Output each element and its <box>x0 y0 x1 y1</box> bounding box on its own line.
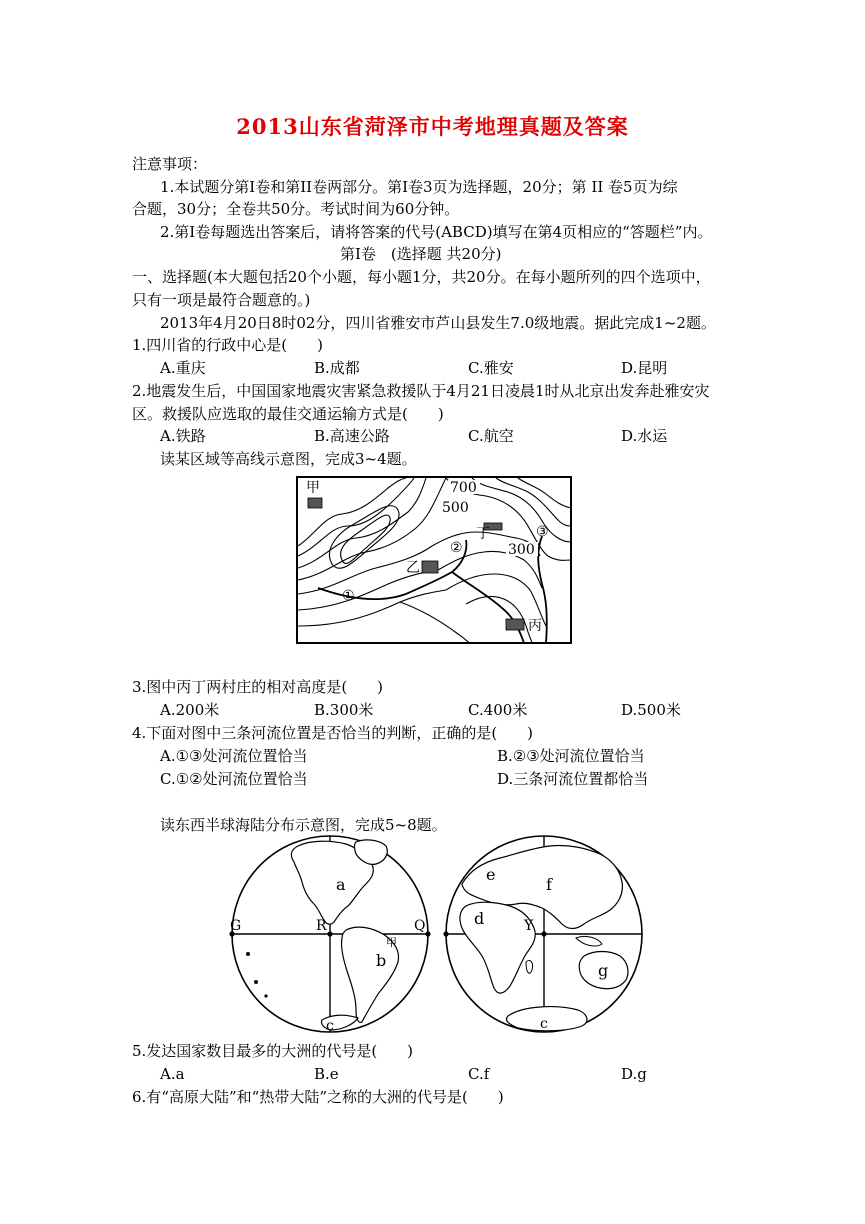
q5-option-c: C.f <box>468 1065 490 1083</box>
q5-option-b: B.e <box>314 1065 339 1083</box>
label-continent-a: a <box>336 875 346 894</box>
label-contour-300: 300 <box>508 542 535 558</box>
passage-2: 读某区域等高线示意图，完成3~4题。 <box>160 450 417 468</box>
q6-stem: 6.有“高原大陆”和“热带大陆”之称的大洲的代号是( ) <box>132 1088 504 1106</box>
label-river-1: ① <box>342 588 355 604</box>
label-contour-500: 500 <box>442 500 469 516</box>
label-continent-c-east: c <box>540 1016 548 1032</box>
passage-1: 2013年4月20日8时02分，四川省雅安市芦山县发生7.0级地震。据此完成1~2题。 <box>160 314 716 332</box>
q2-stem-line-1: 2.地震发生后，中国国家地震灾害紧急救援队于4月21日凌晨1时从北京出发奔赴雅安灾 <box>132 382 710 400</box>
label-q-point: Q <box>414 918 426 934</box>
q1-option-a: A.重庆 <box>160 359 206 377</box>
page-title: 2013山东省菏泽市中考地理真题及答案 <box>236 114 629 139</box>
q4-option-d: D.三条河流位置都恰当 <box>497 770 649 788</box>
q1-option-d: D.昆明 <box>621 359 668 377</box>
label-jia-hemisphere: 甲 <box>386 936 397 949</box>
point-q-west <box>425 931 430 936</box>
q5-option-d: D.g <box>621 1065 647 1083</box>
q1-option-c: C.雅安 <box>468 359 514 377</box>
q1-stem: 1.四川省的行政中心是( ) <box>132 336 324 354</box>
q3-option-b: B.300米 <box>314 701 374 719</box>
label-continent-d: d <box>474 909 485 928</box>
label-g-point: G <box>230 918 242 934</box>
label-continent-g: g <box>598 961 609 980</box>
q5-stem: 5.发达国家数目最多的大洲的代号是( ) <box>132 1042 414 1060</box>
q1-option-b: B.成都 <box>314 359 360 377</box>
q3-option-a: A.200米 <box>160 701 220 719</box>
section-intro-line-1: 一、选择题(本大题包括20个小题，每小题1分，共20分。在每小题所列的四个选项中， <box>132 268 711 286</box>
q2-stem-line-2: 区。救援队应选取的最佳交通运输方式是( ) <box>132 405 444 423</box>
hemisphere-map <box>226 834 648 1034</box>
contour-map <box>296 476 572 644</box>
label-continent-c-west: c <box>326 1018 334 1034</box>
q3-option-c: C.400米 <box>468 701 528 719</box>
q4-stem: 4.下面对图中三条河流位置是否恰当的判断，正确的是( ) <box>132 724 534 742</box>
note-2: 2.第Ⅰ卷每题选出答案后，请将答案的代号(ABCD)填写在第4页相应的“答题栏”内。 <box>160 223 713 241</box>
q2-option-d: D.水运 <box>621 427 668 445</box>
label-river-2: ② <box>450 540 463 556</box>
label-river-3: ③ <box>536 524 549 540</box>
note-1-line-2: 合题，30分；全卷共50分。考试时间为60分钟。 <box>132 200 460 218</box>
q5-option-a: A.a <box>160 1065 185 1083</box>
q3-option-d: D.500米 <box>621 701 681 719</box>
note-1-line-1: 1.本试题分第Ⅰ卷和第II卷两部分。第Ⅰ卷3页为选择题，20分；第 II 卷5页为综 <box>160 178 678 196</box>
point-q-east <box>443 931 448 936</box>
q2-option-a: A.铁路 <box>160 427 206 445</box>
passage-3: 读东西半球海陆分布示意图，完成5~8题。 <box>160 816 447 834</box>
notes-heading: 注意事项： <box>132 155 208 173</box>
label-contour-700: 700 <box>450 480 477 496</box>
label-r-point: R <box>316 918 327 934</box>
village-jia <box>308 498 322 508</box>
q2-option-c: C.航空 <box>468 427 514 445</box>
label-jia: 甲 <box>306 480 320 496</box>
village-yi <box>422 561 438 573</box>
label-yi: 乙 <box>406 560 420 576</box>
q2-option-b: B.高速公路 <box>314 427 390 445</box>
point-y <box>541 931 546 936</box>
section-heading: 第Ⅰ卷 (选择题 共20分) <box>340 245 502 263</box>
section-intro-line-2: 只有一项是最符合题意的。) <box>132 291 311 309</box>
q4-option-c: C.①②处河流位置恰当 <box>160 770 308 788</box>
label-continent-b: b <box>376 951 387 970</box>
label-bing: 丙 <box>528 618 542 634</box>
label-y-point: Y <box>524 918 534 934</box>
q4-option-a: A.①③处河流位置恰当 <box>160 747 308 765</box>
label-continent-e: e <box>486 865 496 884</box>
village-bing <box>506 619 524 630</box>
label-ding: 丁 <box>476 526 490 542</box>
q4-option-b: B.②③处河流位置恰当 <box>497 747 645 765</box>
point-r <box>327 931 332 936</box>
label-continent-f: f <box>546 875 552 894</box>
q3-stem: 3.图中丙丁两村庄的相对高度是( ) <box>132 678 384 696</box>
